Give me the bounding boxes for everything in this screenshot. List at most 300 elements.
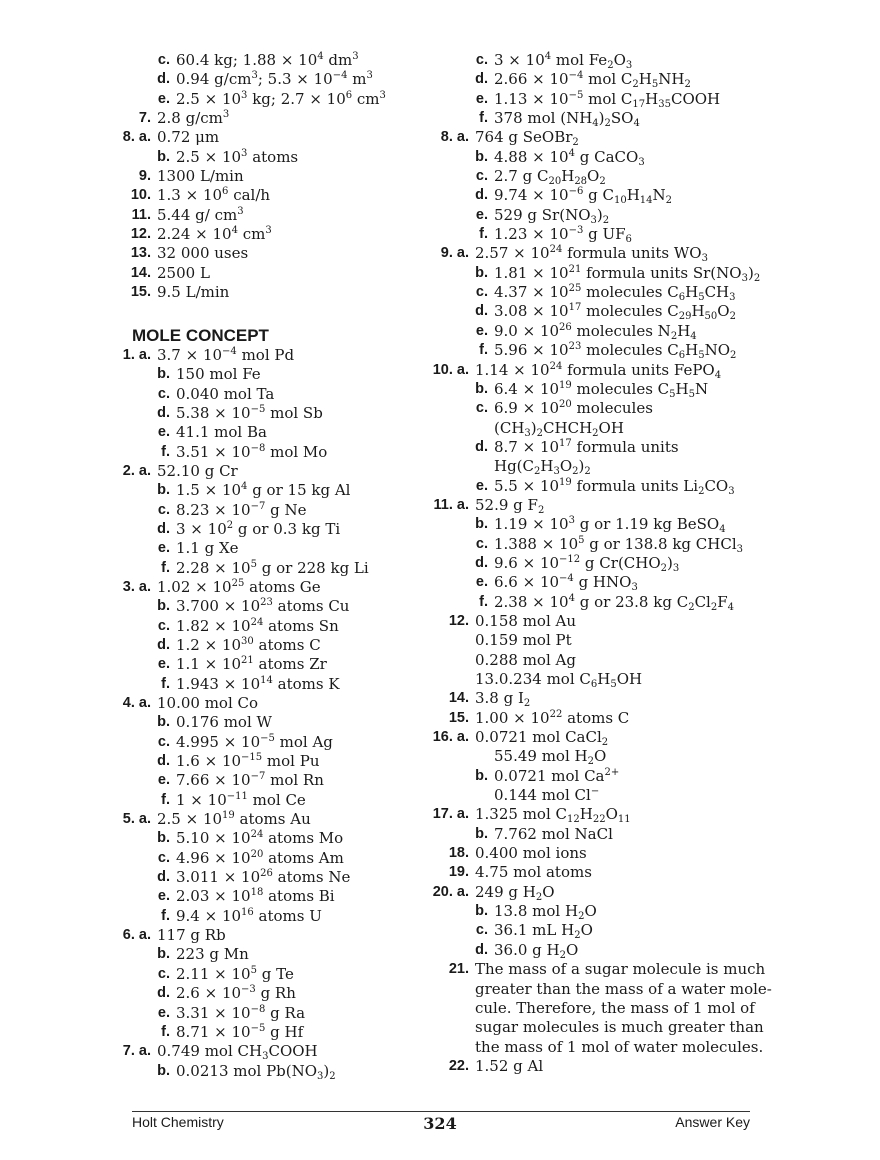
footer-book-title: Holt Chemistry [132, 1114, 224, 1130]
answer-label: d. [475, 554, 488, 571]
answer-text: 0.749 mol $CH_3COOH$ [157, 1042, 318, 1063]
answer-text: $1.1 \times 10^{21}$ atoms Zr [176, 655, 327, 674]
answer-label: 10. [130, 187, 151, 204]
answer-text: 7.762 mol NaCl [494, 824, 613, 843]
answer-text: $2.03 \times 10^{18}$ atoms Bi [176, 887, 335, 906]
answer-label: b. [475, 825, 488, 842]
answer-line [450, 960, 770, 979]
answer-line [450, 419, 770, 438]
answer-column-right [432, 51, 772, 1076]
answer-label: 22. [448, 1057, 469, 1074]
section-heading [132, 322, 452, 346]
answer-line [132, 90, 452, 109]
answer-label: b. [475, 380, 488, 397]
answer-line [132, 1062, 452, 1081]
answer-label: d. [157, 985, 170, 1002]
answer-line [450, 1057, 770, 1076]
answer-label: b. [157, 1062, 170, 1079]
answer-text: $2.57 \times 10^{24}$ formula units $WO_3$ [475, 244, 708, 265]
answer-text: $3.011 \times 10^{26}$ atoms Ne [176, 868, 351, 887]
answer-label: d. [157, 71, 170, 88]
answer-line [450, 844, 770, 863]
answer-label: b. [157, 482, 170, 499]
answer-line [440, 128, 770, 149]
answer-label: b. [475, 148, 488, 165]
answer-line [132, 385, 452, 404]
answer-text: 0.72 μm [157, 128, 220, 147]
answer-label: 7. [138, 110, 151, 127]
answer-line [450, 186, 770, 205]
answer-text: $1.00 \times 10^{22}$ atoms C [475, 708, 630, 727]
answer-line [132, 829, 452, 848]
answer-line [132, 733, 452, 752]
answer-label: 4. a. [122, 695, 151, 711]
answer-line [450, 921, 770, 940]
answer-label: d. [157, 753, 170, 770]
answer-line [450, 380, 770, 399]
answer-line [132, 636, 452, 655]
answer-text: 0.176 mol W [176, 713, 272, 732]
answer-label: 17. a. [432, 806, 469, 823]
answer-text: $1.5 \times 10^4$ g or 15 kg Al [176, 481, 351, 500]
answer-line [450, 51, 770, 70]
answer-text: 0.144 mol Cl− [494, 786, 600, 805]
answer-label: f. [161, 1023, 170, 1040]
answer-label: 18. [448, 845, 469, 862]
answer-text: 1.52 g Al [475, 1056, 544, 1075]
answer-line [132, 907, 452, 926]
answer-text: $5.5 \times 10^{19}$ formula units $Li_2CO_3$ [494, 476, 735, 497]
footer-page-number: 324 [423, 1114, 457, 1133]
answer-label: f. [161, 791, 170, 808]
answer-text: $1.13 \times 10^{-5}$ mol $C_{17}H_{35}COOH$ [494, 89, 721, 110]
answer-line [450, 825, 770, 844]
answer-label: 19. [448, 864, 469, 881]
answer-line [450, 902, 770, 921]
answer-label: c. [157, 733, 170, 750]
answer-line [132, 244, 452, 263]
answer-text: 2.7 g $C_{20}H_{28}O_2$ [494, 167, 606, 188]
answer-line [450, 863, 770, 882]
answer-text: 0.158 mol Au [475, 611, 577, 630]
answer-text: $6.6 \times 10^{-4}$ g $HNO_3$ [494, 573, 638, 594]
answer-text: 55.49 mol $H_2O$ [494, 747, 607, 768]
answer-label: b. [475, 767, 488, 784]
answer-text: $1.81 \times 10^{21}$ formula units $Sr(NO_3)_2$ [494, 263, 761, 284]
answer-text: $2.5 \times 10^{19}$ atoms Au [157, 810, 311, 829]
answer-line [132, 887, 452, 906]
answer-line [132, 1023, 452, 1042]
answer-line [450, 341, 770, 360]
answer-label: c. [157, 965, 170, 982]
answer-text: $8.23 \times 10^{-7}$ g Ne [176, 500, 307, 519]
answer-line [122, 1042, 452, 1063]
answer-line [132, 617, 452, 636]
answer-label: d. [475, 187, 488, 204]
answer-text: 60.4 kg; $1.88 \times 10^4$ $dm^3$ [176, 51, 359, 69]
answer-line [450, 206, 770, 225]
answer-text: $9.4 \times 10^{16}$ atoms U [176, 906, 322, 925]
answer-text: $9.0 \times 10^{26}$ molecules $N_2H_4$ [494, 321, 697, 342]
answer-label: b. [157, 148, 170, 165]
answer-line [132, 365, 452, 384]
answer-line [450, 109, 770, 128]
answer-line [122, 810, 452, 829]
answer-line [122, 461, 452, 481]
answer-line [122, 926, 452, 945]
answer-line [450, 670, 770, 689]
answer-line [132, 597, 452, 616]
answer-label: 6. a. [122, 927, 151, 944]
answer-label: e. [475, 322, 488, 339]
answer-label: 21. [448, 961, 469, 978]
answer-label: 12. [448, 612, 469, 629]
answer-text: 0.0721 mol $Ca^{2+}$ [494, 766, 620, 785]
answer-text: $3.31 \times 10^{-8}$ g Ra [176, 1003, 306, 1022]
answer-label: 3. a. [122, 578, 151, 595]
answer-line [132, 984, 452, 1003]
answer-text: $3 \times 10^2$ g or 0.3 kg Ti [176, 519, 341, 538]
answer-line [450, 941, 770, 960]
answer-label: c. [475, 922, 488, 939]
answer-line [132, 148, 452, 167]
answer-text: $1.14 \times 10^{24}$ formula units FePO$_4$ [475, 360, 722, 381]
answer-text: $2.5 \times 10^3$ atoms [176, 147, 299, 166]
answer-line [450, 1038, 770, 1057]
answer-label: f. [479, 110, 488, 127]
answer-text: $1.2 \times 10^{30}$ atoms C [176, 635, 321, 654]
answer-line [132, 713, 452, 732]
answer-label: 14. [448, 690, 469, 707]
answer-label: d. [157, 520, 170, 537]
answer-label: b. [475, 264, 488, 281]
answer-label: d. [475, 438, 488, 455]
answer-line [450, 477, 770, 496]
answer-label: b. [475, 903, 488, 920]
answer-text: 0.94 $g/cm^3$; $5.3 \times 10^{-4}$ $m^3$ [176, 70, 373, 89]
answer-text: 249 g $H_2O$ [475, 882, 555, 903]
answer-line [432, 728, 770, 749]
answer-text: $5.38 \times 10^{-5}$ mol Sb [176, 403, 323, 422]
answer-text: 4.75 mol atoms [475, 863, 592, 882]
answer-text: $3 \times 10^4$ mol $Fe_2O_3$ [494, 51, 633, 71]
answer-line [132, 675, 452, 694]
answer-line [122, 128, 452, 147]
answer-label: d. [157, 636, 170, 653]
answer-text: $7.66 \times 10^{-7}$ mol Rn [176, 771, 324, 790]
answer-text: $1.02 \times 10^{25}$ atoms Ge [157, 577, 321, 596]
answer-label: c. [157, 501, 170, 518]
answer-line [450, 747, 770, 766]
answer-line [450, 283, 770, 302]
answer-line [132, 70, 452, 89]
answer-label: d. [475, 71, 488, 88]
answer-line [450, 709, 770, 728]
answer-label: 13. [130, 245, 151, 262]
answer-text: $5.10 \times 10^{24}$ atoms Mo [176, 829, 344, 848]
answer-label: c. [157, 617, 170, 634]
spacer [132, 302, 452, 321]
answer-text: $9.74 \times 10^{-6}$ g $C_{10}H_{14}N_2$ [494, 186, 673, 207]
answer-label: e. [157, 540, 170, 557]
answer-text: 13.8 mol $H_2O$ [494, 902, 597, 923]
answer-text: 1.1 g Xe [176, 539, 239, 558]
answer-text: 1.325 mol $C_{12}H_{22}O_{11}$ [475, 805, 631, 826]
answer-text: sugar molecules is much greater than [475, 1018, 764, 1037]
footer-section-title: Answer Key [675, 1114, 750, 1130]
answer-label: c. [157, 52, 170, 68]
answer-text: 117 g Rb [157, 926, 226, 945]
answer-text: $1.3 \times 10^6$ cal/h [157, 186, 271, 205]
answer-text: $2.38 \times 10^4$ g or 23.8 kg $C_2Cl_2F_4$ [494, 592, 735, 613]
answer-line [132, 849, 452, 868]
answer-text: 3.8 g $I_2$ [475, 689, 531, 710]
answer-line [132, 186, 452, 205]
answer-line [450, 689, 770, 708]
answer-text: $2.5 \times 10^3$ kg; $2.7 \times 10^6$ $cm^3$ [176, 89, 386, 108]
answer-line [450, 1018, 770, 1037]
answer-line [450, 631, 770, 650]
answer-line [450, 593, 770, 612]
answer-line [132, 109, 452, 128]
answer-text: 52.9 g $F_2$ [475, 495, 545, 516]
answer-label: e. [475, 206, 488, 223]
answer-text: $2.6 \times 10^{-3}$ g Rh [176, 984, 296, 1003]
answer-text: $8.7 \times 10^{17}$ formula units [494, 437, 679, 456]
answer-label: f. [161, 443, 170, 460]
answer-text: 0.0213 mol $Pb(NO_3)_2$ [176, 1061, 336, 1082]
answer-text: greater than the mass of a water mole- [475, 979, 772, 998]
answer-text: $8.71 \times 10^{-5}$ g Hf [176, 1022, 304, 1041]
answer-text: $9.6 \times 10^{-12}$ g $Cr(CHO_2)_3$ [494, 553, 680, 574]
answer-line [450, 980, 770, 999]
answer-label: f. [479, 226, 488, 243]
answer-text: 32 000 uses [157, 244, 249, 263]
answer-text: 13.0.234 mol $C_6H_5OH$ [475, 670, 643, 690]
answer-line [450, 767, 770, 786]
answer-text: $4.995 \times 10^{-5}$ mol Ag [176, 732, 333, 751]
answer-line [450, 70, 770, 89]
answer-label: b. [157, 366, 170, 383]
answer-label: e. [475, 574, 488, 591]
answer-text: $1.19 \times 10^3$ g or 1.19 kg BeSO$_4$ [494, 515, 726, 536]
answer-line [440, 244, 770, 265]
answer-line [132, 423, 452, 442]
answer-text: 0.040 mol Ta [176, 384, 275, 403]
answer-text: 0.400 mol ions [475, 844, 587, 863]
answer-text: $2.24 \times 10^4$ $cm^3$ [157, 225, 272, 244]
answer-label: c. [475, 535, 488, 552]
answer-text: 2500 L [157, 263, 210, 282]
answer-label: c. [475, 52, 488, 68]
answer-text: 5.44 g/ $cm^3$ [157, 205, 244, 224]
answer-text: $6.4 \times 10^{19}$ molecules $C_5H_5N$ [494, 379, 709, 400]
answer-label: 2. a. [122, 462, 151, 479]
answer-text: 378 mol $(NH_4)_2SO_4$ [494, 109, 640, 130]
answer-line [132, 945, 452, 964]
answer-label: b. [157, 830, 170, 847]
answer-text: 36.1 mL $H_2O$ [494, 921, 593, 942]
answer-text: $1.6 \times 10^{-15}$ mol Pu [176, 752, 320, 771]
answer-line [132, 481, 452, 500]
answer-text: $3.7 \times 10^{-4}$ mol Pd [157, 345, 295, 364]
answer-line [132, 1004, 452, 1023]
answer-line [450, 786, 770, 805]
answer-line [132, 167, 452, 186]
answer-line [450, 225, 770, 244]
answer-label: f. [479, 342, 488, 359]
answer-text: $3.08 \times 10^{17}$ molecules $C_{29}H_{50}O_2$ [494, 302, 736, 323]
answer-label: c. [475, 400, 488, 417]
answer-line [132, 965, 452, 984]
answer-line [132, 206, 452, 225]
answer-text: $3.51 \times 10^{-8}$ mol Mo [176, 442, 328, 461]
answer-label: 1. a. [122, 346, 151, 363]
answer-text: $2.66 \times 10^{-4}$ mol $C_2H_5NH_2$ [494, 70, 691, 91]
answer-label: 5. a. [122, 811, 151, 828]
answer-line [450, 651, 770, 670]
answer-text: cule. Therefore, the mass of 1 mol of [475, 998, 755, 1017]
answer-text: $1 \times 10^{-11}$ mol Ce [176, 790, 306, 809]
footer-rule [132, 1111, 750, 1112]
answer-label: 14. [130, 264, 151, 281]
answer-line [132, 283, 452, 302]
answer-text: 52.10 g Cr [157, 461, 238, 480]
answer-label: c. [475, 284, 488, 301]
answer-line [132, 655, 452, 674]
answer-label: 8. a. [122, 129, 151, 146]
answer-label: e. [157, 424, 170, 441]
answer-line [122, 694, 452, 713]
answer-text: The mass of a sugar molecule is much [475, 960, 766, 979]
answer-label: b. [157, 714, 170, 731]
answer-text: $1.82 \times 10^{24}$ atoms Sn [176, 616, 339, 635]
answer-label: 12. [130, 226, 151, 243]
answer-text: 1300 L/min [157, 167, 244, 186]
answer-column-left [122, 51, 452, 1082]
answer-line [450, 148, 770, 167]
answer-line [432, 805, 770, 826]
answer-text: 0.159 mol Pt [475, 631, 572, 650]
answer-text: the mass of 1 mol of water molecules. [475, 1037, 764, 1056]
answer-text: $4.88 \times 10^4$ g CaCO$_3$ [494, 147, 645, 168]
answer-line [432, 882, 770, 903]
answer-label: 11. a. [433, 496, 469, 513]
answer-label: 16. a. [432, 729, 469, 746]
answer-line [132, 559, 452, 578]
answer-line [450, 554, 770, 573]
answer-text: 10.00 mol Co [157, 694, 259, 712]
answer-label: f. [479, 593, 488, 610]
answer-text: 150 mol Fe [176, 365, 261, 384]
answer-label: 11. [131, 206, 151, 223]
answer-line [450, 322, 770, 341]
answer-label: d. [475, 941, 488, 958]
answer-text: 529 g $Sr(NO_3)_2$ [494, 205, 610, 226]
answer-label: 10. a. [432, 361, 469, 378]
answer-text: $(CH_3)_2CHCH_2OH$ [494, 418, 624, 439]
answer-text: $2.28 \times 10^5$ g or 228 kg Li [176, 558, 369, 577]
answer-line [450, 438, 770, 457]
answer-text: $6.9 \times 10^{20}$ molecules [494, 399, 653, 418]
answer-line [122, 577, 452, 597]
answer-label: 9. [138, 168, 151, 185]
answer-text: 41.1 mol Ba [176, 423, 267, 442]
answer-text: $2.11 \times 10^5$ g Te [176, 964, 294, 983]
answer-line [132, 443, 452, 462]
answer-label: f. [161, 907, 170, 924]
answer-text: 36.0 g $H_2O$ [494, 940, 579, 961]
answer-label: f. [161, 559, 170, 576]
answer-line [132, 752, 452, 771]
answer-line [450, 515, 770, 534]
answer-text: 0.288 mol Ag [475, 650, 576, 669]
answer-label: c. [157, 385, 170, 402]
answer-label: b. [157, 946, 170, 963]
answer-line [132, 51, 452, 70]
answer-text: $1.23 \times 10^{-3}$ g $UF_6$ [494, 225, 632, 246]
answer-line [450, 264, 770, 283]
answer-label: 9. a. [440, 245, 469, 262]
answer-label: c. [475, 168, 488, 185]
answer-line [122, 345, 452, 365]
answer-line [450, 612, 770, 631]
answer-label: 15. [130, 284, 151, 301]
answer-label: b. [475, 516, 488, 533]
answer-line [432, 360, 770, 381]
answer-line [450, 90, 770, 109]
answer-label: e. [157, 888, 170, 905]
answer-line [132, 539, 452, 558]
answer-text: $3.700 \times 10^{23}$ atoms Cu [176, 597, 350, 616]
answer-label: 8. a. [440, 129, 469, 146]
answer-line [132, 225, 452, 244]
answer-line [450, 399, 770, 418]
answer-text: $4.96 \times 10^{20}$ atoms Am [176, 848, 344, 867]
answer-line [450, 573, 770, 592]
answer-text: $1.943 \times 10^{14}$ atoms K [176, 674, 340, 693]
answer-text: 0.0721 mol CaCl$_2$ [475, 728, 609, 749]
answer-label: 7. a. [122, 1043, 151, 1060]
answer-text: 223 g Mn [176, 945, 249, 964]
answer-text: 9.5 L/min [157, 283, 230, 302]
answer-line [450, 167, 770, 186]
section-heading-text: MOLE CONCEPT [132, 325, 269, 345]
answer-label: e. [157, 90, 170, 107]
answer-line [450, 535, 770, 554]
answer-line [132, 520, 452, 539]
answer-text: $1.388 \times 10^5$ g or 138.8 kg CHCl$_3$ [494, 534, 743, 555]
answer-label: f. [161, 675, 170, 692]
answer-line [132, 501, 452, 520]
answer-label: e. [157, 656, 170, 673]
answer-label: d. [475, 303, 488, 320]
answer-label: c. [157, 849, 170, 866]
answer-line [132, 868, 452, 887]
answer-line [450, 302, 770, 321]
answer-text: $5.96 \times 10^{23}$ molecules $C_6H_5NO_2$ [494, 341, 737, 362]
answer-line [132, 791, 452, 810]
answer-text: $Hg(C_2H_3O_2)_2$ [494, 457, 591, 478]
answer-line [132, 264, 452, 283]
answer-text: 2.8 $g/cm^3$ [157, 109, 230, 128]
answer-label: 20. a. [432, 883, 469, 900]
answer-label: e. [475, 477, 488, 494]
answer-label: d. [157, 404, 170, 421]
answer-label: e. [157, 772, 170, 789]
answer-line [450, 457, 770, 476]
answer-text: 764 g SeOBr$_2$ [475, 128, 579, 149]
